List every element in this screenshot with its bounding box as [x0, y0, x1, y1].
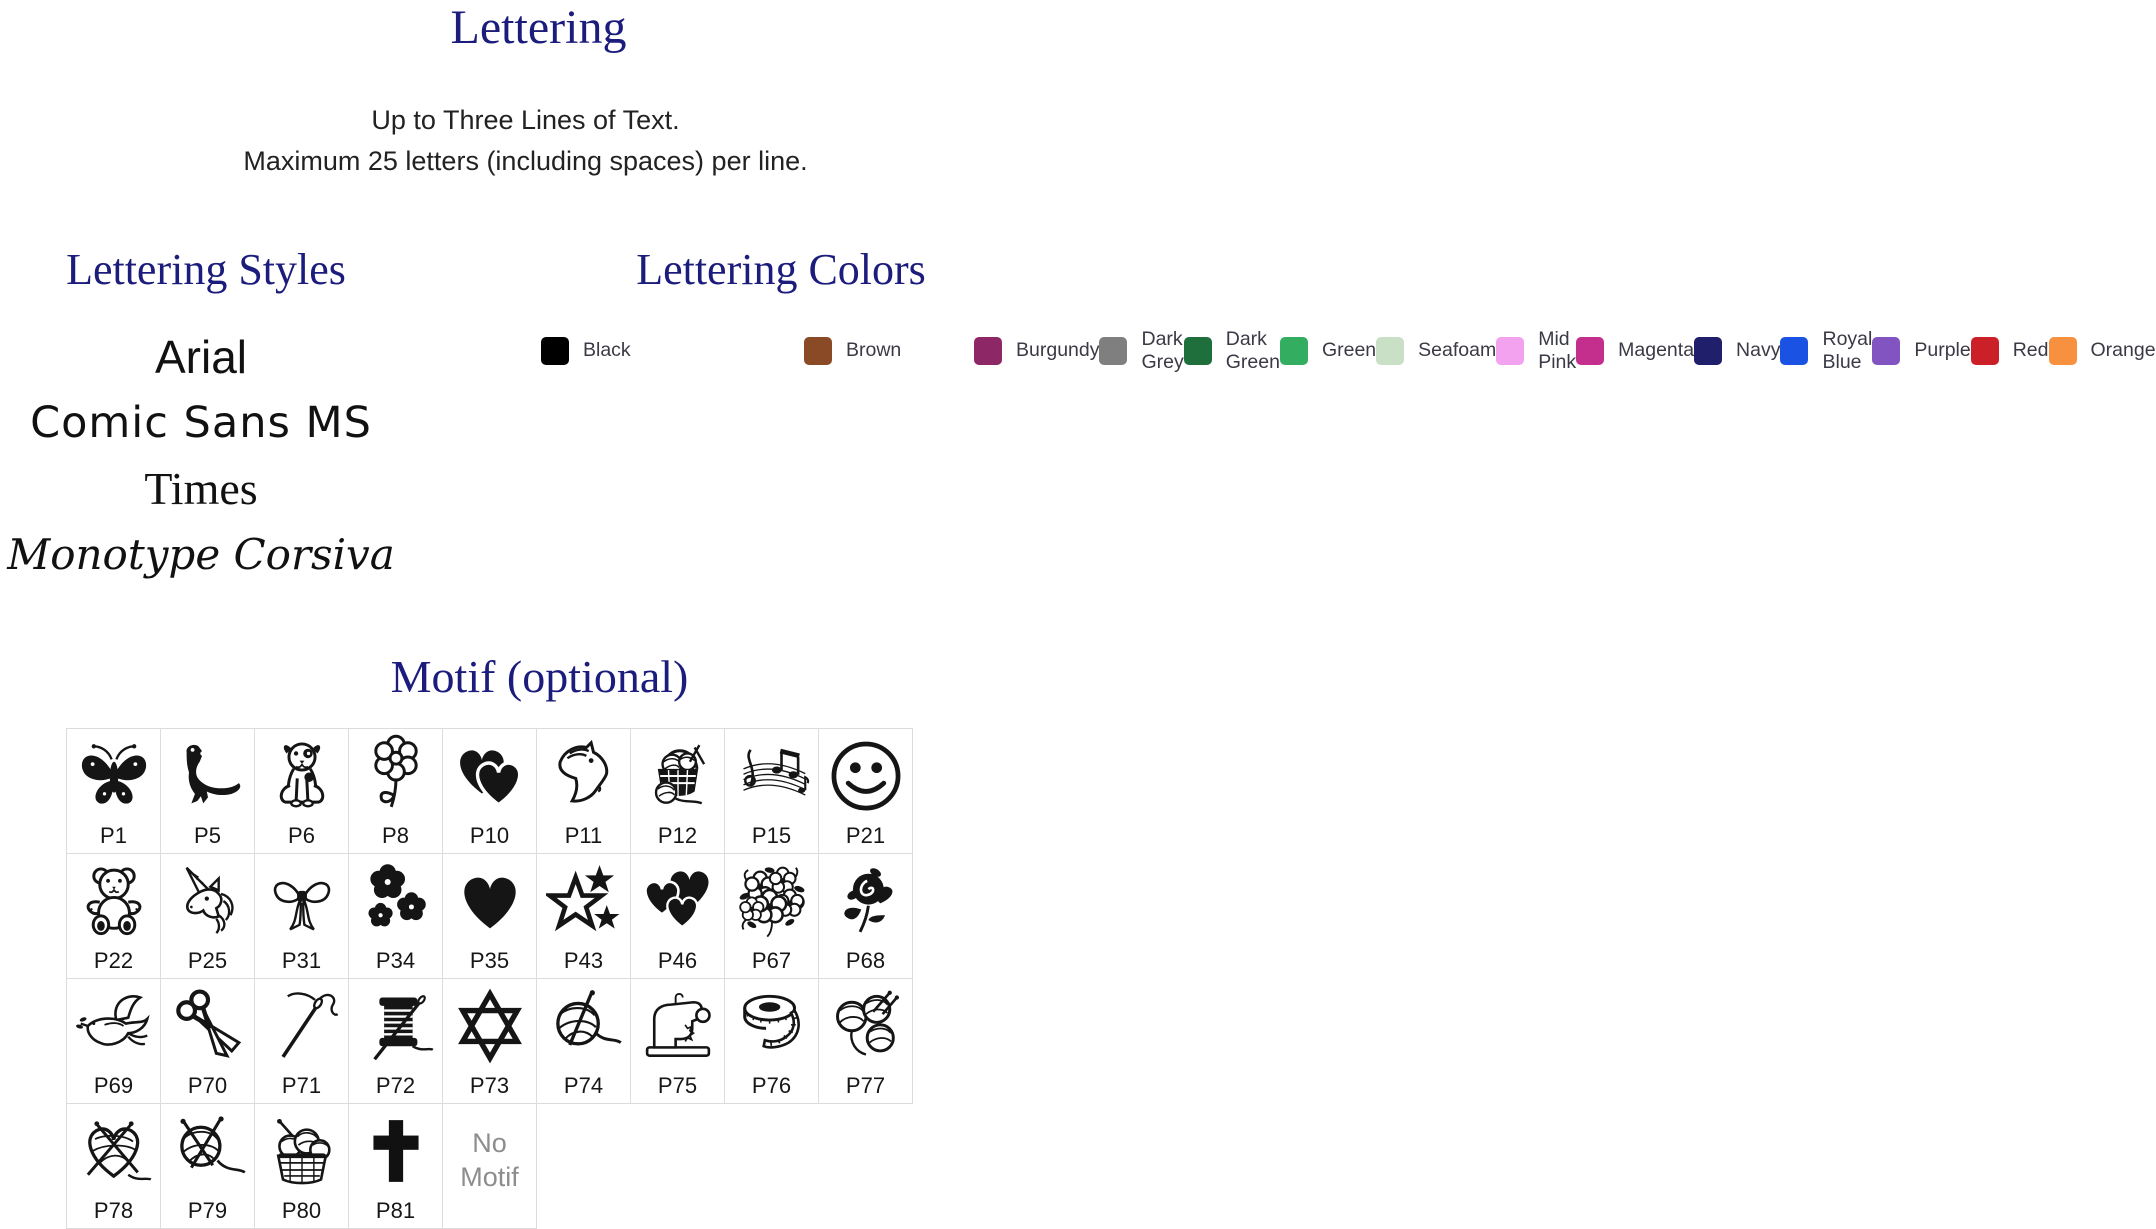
motif-option-p81[interactable] — [348, 1103, 443, 1229]
flower-bouquet-icon — [734, 859, 810, 943]
motif-option-p21[interactable] — [818, 728, 913, 854]
needle-icon — [264, 984, 340, 1068]
stars-icon — [546, 859, 622, 943]
motif-option-p25[interactable] — [160, 853, 255, 979]
font-sample-monotype-corsiva: Monotype Corsiva — [7, 530, 395, 579]
seafoam-swatch-icon — [1376, 337, 1404, 365]
motif-code: P12 — [657, 823, 698, 848]
motif-option-p71[interactable] — [254, 978, 349, 1104]
color-label: Seafoam — [1418, 339, 1497, 362]
yarn-balls-icon — [828, 984, 904, 1068]
yarn-heart-icon — [76, 1109, 152, 1193]
black-swatch-icon — [541, 337, 569, 365]
motif-option-p70[interactable] — [160, 978, 255, 1104]
motif-option-p67[interactable] — [724, 853, 819, 979]
dog-icon — [264, 734, 340, 818]
brown-swatch-icon — [804, 337, 832, 365]
color-label: Magenta — [1618, 339, 1695, 362]
motif-code: P81 — [375, 1198, 416, 1223]
teddy-bear-icon — [76, 859, 152, 943]
lettering-colors-heading: Lettering Colors — [636, 245, 926, 294]
color-option-mid-pink[interactable] — [1496, 327, 1577, 373]
motif-option-no-motif[interactable] — [442, 1103, 537, 1229]
color-label: Mid Pink — [1538, 327, 1577, 373]
motif-code: P79 — [187, 1198, 228, 1223]
three-hearts-icon — [640, 859, 716, 943]
color-label: Dark Green — [1225, 327, 1280, 373]
color-label: Brown — [846, 339, 902, 362]
motif-row — [66, 979, 913, 1104]
purple-swatch-icon — [1872, 337, 1900, 365]
motif-code: P35 — [469, 948, 510, 973]
royal-blue-swatch-icon — [1780, 337, 1808, 365]
motif-code: P72 — [375, 1073, 416, 1098]
motif-option-p34[interactable] — [348, 853, 443, 979]
motif-option-p75[interactable] — [630, 978, 725, 1104]
motif-option-p12[interactable] — [630, 728, 725, 854]
cross-icon — [358, 1109, 434, 1193]
color-option-dark-green[interactable] — [1184, 327, 1280, 373]
motif-option-p46[interactable] — [630, 853, 725, 979]
no-motif-label: No Motif — [460, 1128, 519, 1192]
motif-code: P22 — [93, 948, 134, 973]
motif-heading: Motif (optional) — [390, 651, 689, 702]
motif-code: P15 — [751, 823, 792, 848]
motif-grid — [66, 728, 913, 1229]
thread-spool-icon — [358, 984, 434, 1068]
font-sample-arial: Arial — [154, 331, 248, 383]
motif-code: P73 — [469, 1073, 510, 1098]
dinosaur-icon — [170, 734, 246, 818]
color-option-green[interactable] — [1280, 330, 1376, 372]
motif-code: P74 — [563, 1073, 604, 1098]
font-sample-comic-sans: Comic Sans MS — [30, 398, 372, 448]
motif-option-p77[interactable] — [818, 978, 913, 1104]
music-notes-icon — [734, 734, 810, 818]
unicorn-icon — [170, 859, 246, 943]
motif-code: P80 — [281, 1198, 322, 1223]
motif-option-p15[interactable] — [724, 728, 819, 854]
motif-row — [66, 854, 913, 979]
star-of-david-icon — [452, 984, 528, 1068]
motif-option-p10[interactable] — [442, 728, 537, 854]
lettering-instructions — [0, 100, 973, 182]
motif-option-p78[interactable] — [66, 1103, 161, 1229]
font-sample-times: Times — [144, 463, 258, 514]
mid-pink-swatch-icon — [1496, 337, 1524, 365]
motif-option-p80[interactable] — [254, 1103, 349, 1229]
motif-code: P75 — [657, 1073, 698, 1098]
rose-icon — [828, 859, 904, 943]
motif-option-p69[interactable] — [66, 978, 161, 1104]
tape-measure-icon — [734, 984, 810, 1068]
dark-grey-swatch-icon — [1099, 337, 1127, 365]
scissors-icon — [170, 984, 246, 1068]
color-option-red[interactable] — [1971, 330, 2049, 372]
motif-code: P11 — [564, 823, 603, 848]
instructions-line-1: Up to Three Lines of Text. — [371, 105, 680, 135]
color-label: Dark Grey — [1141, 327, 1184, 373]
color-option-orange[interactable] — [2049, 330, 2156, 372]
motif-code: P77 — [845, 1073, 886, 1098]
three-flowers-icon — [358, 859, 434, 943]
motif-option-p72[interactable] — [348, 978, 443, 1104]
motif-code: P76 — [751, 1073, 792, 1098]
motif-code: P5 — [194, 823, 221, 848]
color-option-navy[interactable] — [1694, 330, 1780, 372]
yarn-ball-icon — [546, 984, 622, 1068]
color-option-black[interactable] — [541, 330, 804, 372]
color-option-magenta[interactable] — [1576, 330, 1694, 372]
motif-option-p8[interactable] — [348, 728, 443, 854]
yarn-basket-full-icon — [264, 1109, 340, 1193]
magenta-swatch-icon — [1576, 337, 1604, 365]
yarn-basket-icon — [640, 734, 716, 818]
motif-code: P69 — [93, 1073, 134, 1098]
motif-code: P10 — [469, 823, 510, 848]
color-option-royal-blue[interactable] — [1780, 327, 1873, 373]
color-option-dark-grey[interactable] — [1099, 327, 1184, 373]
color-option-seafoam[interactable] — [1376, 330, 1496, 372]
motif-option-p79[interactable] — [160, 1103, 255, 1229]
color-label: Black — [583, 339, 631, 362]
motif-code: P6 — [288, 823, 315, 848]
sewing-machine-icon — [640, 984, 716, 1068]
color-label: Royal Blue — [1822, 327, 1873, 373]
motif-option-p5[interactable] — [160, 728, 255, 854]
motif-option-p43[interactable] — [536, 853, 631, 979]
motif-option-p74[interactable] — [536, 978, 631, 1104]
instructions-line-2: Maximum 25 letters (including spaces) per line. — [243, 146, 808, 176]
color-label: Purple — [1914, 339, 1971, 362]
motif-code: P71 — [281, 1073, 322, 1098]
motif-code: P31 — [281, 948, 322, 973]
color-label: Burgundy — [1016, 339, 1100, 362]
color-option-purple[interactable] — [1872, 330, 1970, 372]
burgundy-swatch-icon — [974, 337, 1002, 365]
page-title: Lettering — [450, 1, 627, 54]
motif-option-p35[interactable] — [442, 853, 537, 979]
motif-code: P70 — [187, 1073, 228, 1098]
color-label: Orange — [2090, 339, 2156, 362]
motif-code: P78 — [93, 1198, 134, 1223]
motif-code: P8 — [382, 823, 409, 848]
motif-row — [66, 728, 913, 854]
color-label: Red — [2012, 339, 2049, 362]
motif-option-p11[interactable] — [536, 728, 631, 854]
heart-icon — [452, 859, 528, 943]
red-swatch-icon — [1971, 337, 1999, 365]
motif-option-p31[interactable] — [254, 853, 349, 979]
motif-code: P1 — [100, 823, 127, 848]
two-hearts-icon — [452, 734, 528, 818]
orange-swatch-icon — [2049, 337, 2077, 365]
motif-option-p76[interactable] — [724, 978, 819, 1104]
motif-option-p6[interactable] — [254, 728, 349, 854]
color-option-burgundy[interactable] — [974, 330, 1099, 372]
motif-option-p68[interactable] — [818, 853, 913, 979]
font-sample-list — [0, 324, 402, 588]
color-label: Navy — [1736, 339, 1781, 362]
color-option-brown[interactable] — [804, 330, 974, 372]
horse-icon — [546, 734, 622, 818]
green-swatch-icon — [1280, 337, 1308, 365]
motif-option-p22[interactable] — [66, 853, 161, 979]
dove-icon — [76, 984, 152, 1068]
motif-option-p73[interactable] — [442, 978, 537, 1104]
motif-code: P67 — [751, 948, 792, 973]
motif-row — [66, 1104, 913, 1229]
flower-icon — [358, 734, 434, 818]
motif-code: P68 — [845, 948, 886, 973]
motif-code: P43 — [563, 948, 604, 973]
bow-icon — [264, 859, 340, 943]
smiley-icon — [828, 734, 904, 818]
navy-swatch-icon — [1694, 337, 1722, 365]
butterfly-icon — [76, 734, 152, 818]
color-swatch-list — [541, 327, 2156, 373]
motif-code: P25 — [187, 948, 228, 973]
color-label: Green — [1321, 339, 1377, 362]
motif-code: P21 — [845, 823, 886, 848]
motif-code: P34 — [375, 948, 416, 973]
motif-code: P46 — [657, 948, 698, 973]
yarn-needles-icon — [170, 1109, 246, 1193]
motif-option-p1[interactable] — [66, 728, 161, 854]
lettering-styles-heading: Lettering Styles — [66, 245, 346, 294]
dark-green-swatch-icon — [1184, 337, 1212, 365]
